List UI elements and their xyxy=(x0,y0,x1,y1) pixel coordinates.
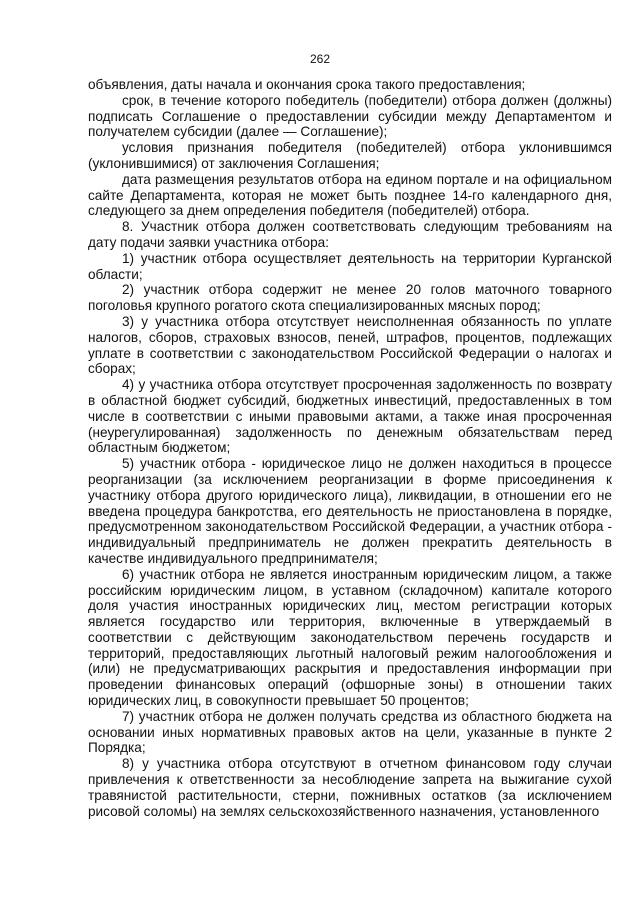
paragraph: 5) участник отбора - юридическое лицо не должен находиться в процессе реорганизации (за исключением реорганизации в форме присоединения к участнику отбора другого юридического лица), ликвидации, в отношении его не введена процедура банкротства, его деятельность не приостановлена в порядке, предусмотренном законодательством Российской Федерации, а участник отбора - индивидуальный предприниматель не должен прекратить деятельность в качестве индивидуального предпринимателя; xyxy=(88,456,612,566)
paragraph: 8. Участник отбора должен соответствовать следующим требованиям на дату подачи заявки участника отбора: xyxy=(88,219,612,250)
paragraph: 2) участник отбора содержит не менее 20 голов маточного товарного поголовья крупного рогатого скота специализированных мясных пород; xyxy=(88,282,612,314)
document-body xyxy=(88,77,612,819)
paragraph: 7) участник отбора не должен получать средства из областного бюджета на основании иных нормативных правовых актов на цели, указанные в пункте 2 Порядка; xyxy=(88,708,612,756)
paragraph: 3) у участника отбора отсутствует неисполненная обязанность по уплате налогов, сборов, страховых взносов, пеней, штрафов, процентов, подлежащих уплате в соответствии с законодательством Российской Федерации о налогах и сборах; xyxy=(88,313,612,377)
paragraph: условия признания победителя (победителей) отбора уклонившимся (уклонившимися) от заключения Соглашения; xyxy=(88,140,612,171)
paragraph: 4) у участника отбора отсутствует просроченная задолженность по возврату в областной бюджет субсидий, бюджетных инвестиций, предоставленных в том числе в соответствии с иными правовыми актами, а также иная просроченная (неурегулированная) задолженность по денежным обязательствам перед областным бюджетом; xyxy=(88,377,612,456)
paragraph: срок, в течение которого победитель (победители) отбора должен (должны) подписать Соглашение о предоставлении субсидии между Департаментом и получателем субсидии (далее — Соглашение); xyxy=(88,92,612,140)
paragraph: 8) у участника отбора отсутствуют в отчетном финансовом году случаи привлечения к ответственности за несоблюдение запрета на выжигание сухой травянистой растительности, стерни, пожнивных остатков (за исключением рисовой соломы) на землях сельскохозяйственного назначения, установленного xyxy=(88,756,612,819)
paragraph: 6) участник отбора не является иностранным юридическим лицом, а также российским юридическим лицом, в уставном (складочном) капитале которого доля участия иностранных юридических лиц, местом регистрации которых является государство или территория, включенные в утверждаемый в соответствии с действующим законодательством перечень государств и территорий, предоставляющих льготный налоговый режим налогообложения и (или) не предусматривающих раскрытия и предоставления информации при проведении финансовых операций (офшорные зоны) в отношении таких юридических лиц, в совокупности превышает 50 процентов; xyxy=(88,566,612,709)
page-number: 262 xyxy=(309,52,331,66)
paragraph: объявления, даты начала и окончания срока такого предоставления; xyxy=(88,77,526,92)
paragraph: 1) участник отбора осуществляет деятельность на территории Курганской области; xyxy=(88,250,612,282)
paragraph: дата размещения результатов отбора на едином портале и на официальном сайте Департамента, которая не может быть позднее 14-го календарного дня, следующего за днем определения победителя (победителей) отбора. xyxy=(88,171,612,219)
